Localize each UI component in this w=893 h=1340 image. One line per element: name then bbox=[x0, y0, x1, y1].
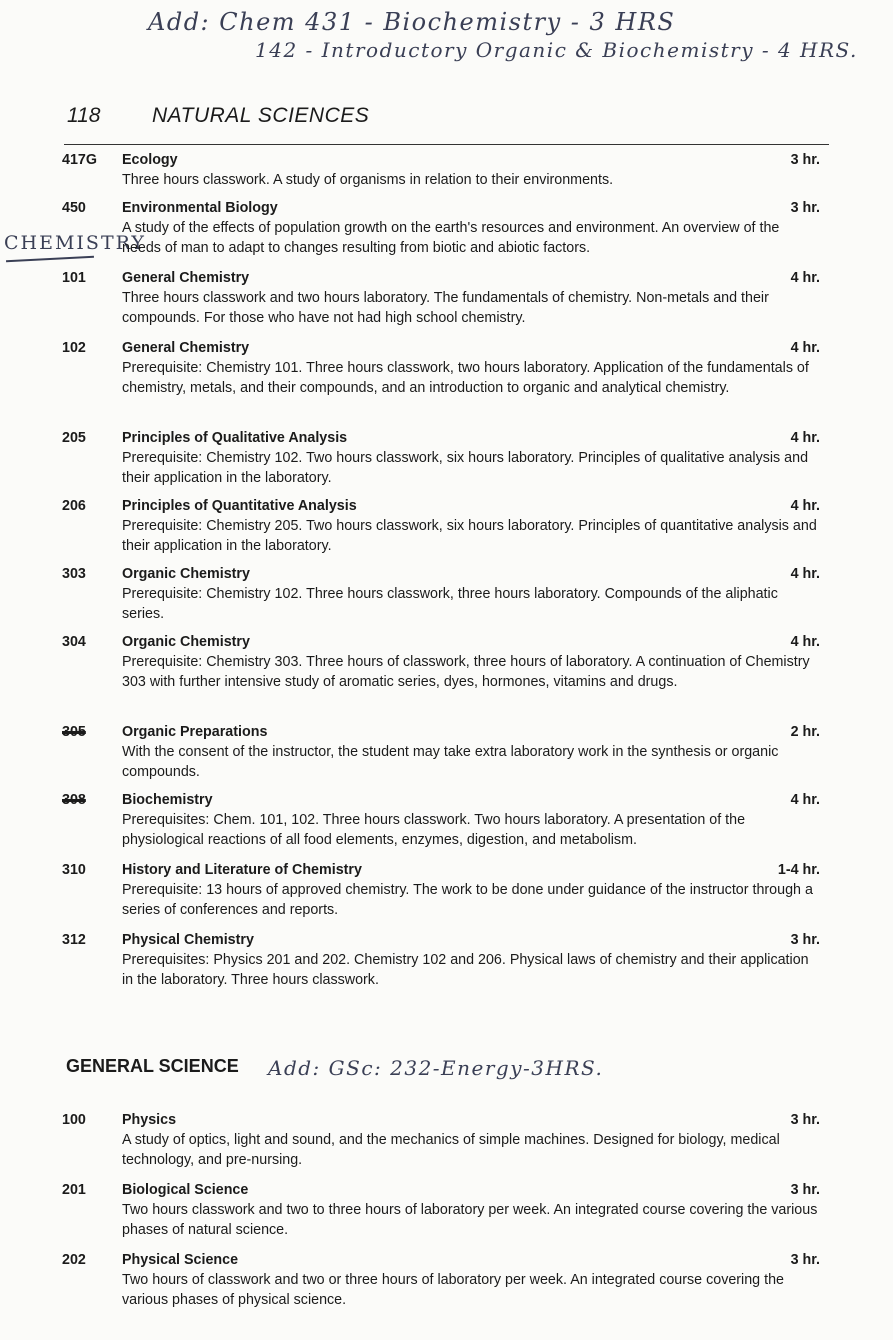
running-head: NATURAL SCIENCES bbox=[152, 104, 370, 127]
course-description: Prerequisite: Chemistry 205. Two hours classwork, six hours laboratory. Principles of quantitative analysis and their application in the laboratory. bbox=[122, 518, 817, 554]
course-hours: 3 hr. bbox=[790, 1112, 820, 1128]
course-hours: 3 hr. bbox=[790, 200, 820, 216]
course-number: 303 bbox=[62, 566, 86, 582]
course-title: General Chemistry bbox=[122, 270, 250, 286]
course-hours: 3 hr. bbox=[790, 152, 820, 168]
course-entry bbox=[62, 564, 820, 624]
course-hours: 4 hr. bbox=[790, 340, 820, 356]
course-hours: 3 hr. bbox=[790, 1182, 820, 1198]
course-entry bbox=[62, 428, 820, 488]
course-number: 101 bbox=[62, 270, 86, 286]
course-hours: 2 hr. bbox=[790, 724, 820, 740]
course-title: Organic Preparations bbox=[122, 724, 268, 740]
handwritten-note-chem-142: 142 - Introductory Organic & Biochemistry - 4 HRS. bbox=[255, 38, 858, 62]
course-entry bbox=[62, 198, 820, 258]
course-title: Biochemistry bbox=[122, 792, 213, 808]
course-title: Environmental Biology bbox=[122, 200, 278, 216]
handwritten-note-chem-431: Add: Chem 431 - Biochemistry - 3 HRS bbox=[148, 8, 676, 36]
course-hours: 4 hr. bbox=[790, 498, 820, 514]
course-number: 312 bbox=[62, 932, 86, 948]
course-description: Two hours classwork and two to three hours of laboratory per week. An integrated course covering the various phases of natural science. bbox=[122, 1202, 818, 1238]
course-description: A study of the effects of population growth on the earth's resources and environment. An overview of the needs of man to adapt to changes resulting from biotic and abiotic factors. bbox=[122, 220, 780, 256]
course-number: 102 bbox=[62, 340, 86, 356]
course-number: 202 bbox=[62, 1252, 86, 1268]
course-number: 304 bbox=[62, 634, 86, 650]
course-description: Three hours classwork and two hours laboratory. The fundamentals of chemistry. Non-metals and their compounds. For those who have not had high school chemistry. bbox=[122, 290, 769, 326]
handwritten-note-gsc-232: Add: GSc: 232-Energy-3HRS. bbox=[268, 1056, 604, 1080]
course-description: Prerequisite: Chemistry 102. Three hours classwork, three hours laboratory. Compounds of the aliphatic series. bbox=[122, 586, 778, 622]
course-number: 450 bbox=[62, 200, 86, 216]
course-number: 417G bbox=[62, 152, 97, 168]
margin-note-chemistry: CHEMISTRY bbox=[4, 232, 146, 254]
course-description: Prerequisite: 13 hours of approved chemistry. The work to be done under guidance of the instructor through a series of conferences and reports. bbox=[122, 882, 813, 918]
course-hours: 1-4 hr. bbox=[777, 862, 820, 878]
course-description: Two hours of classwork and two or three hours of laboratory per week. An integrated course covering the various phases of physical science. bbox=[122, 1272, 784, 1308]
course-hours: 4 hr. bbox=[790, 792, 820, 808]
course-number: 206 bbox=[62, 498, 86, 514]
course-description: Three hours classwork. A study of organisms in relation to their environments. bbox=[122, 172, 614, 188]
course-hours: 4 hr. bbox=[790, 566, 820, 582]
course-description: Prerequisites: Chem. 101, 102. Three hours classwork. Two hours laboratory. A presentation of the physiological reactions of all food elements, enzymes, digestion, and metabolism. bbox=[122, 812, 746, 848]
course-title: Organic Chemistry bbox=[122, 634, 250, 650]
course-description: With the consent of the instructor, the student may take extra laboratory work in the synthesis or organic compounds. bbox=[122, 744, 779, 780]
course-hours: 3 hr. bbox=[790, 1252, 820, 1268]
course-entry bbox=[62, 930, 820, 990]
course-hours: 4 hr. bbox=[790, 634, 820, 650]
course-entry bbox=[62, 860, 820, 920]
course-number: 305 bbox=[62, 724, 86, 740]
course-number: 308 bbox=[62, 792, 86, 808]
course-title: Organic Chemistry bbox=[122, 566, 250, 582]
course-description: Prerequisite: Chemistry 101. Three hours classwork, two hours laboratory. Application of the fundamentals of chemistry, metals, and their compounds, and an introduction to organic and analytical chemistry. bbox=[122, 360, 809, 396]
course-title: Physics bbox=[122, 1112, 177, 1128]
course-number: 205 bbox=[62, 430, 86, 446]
page-number: 118 bbox=[67, 104, 101, 127]
course-title: Principles of Qualitative Analysis bbox=[122, 430, 348, 446]
course-entry bbox=[62, 496, 820, 556]
course-entry bbox=[62, 268, 820, 328]
course-title: General Chemistry bbox=[122, 340, 250, 356]
course-entry bbox=[62, 1180, 820, 1240]
course-description: Prerequisite: Chemistry 303. Three hours of classwork, three hours of laboratory. A continuation of Chemistry 303 with further intensive study of aromatic series, dyes, hormones, vitamins and drugs. bbox=[122, 654, 810, 690]
course-hours: 4 hr. bbox=[790, 430, 820, 446]
course-description: Prerequisite: Chemistry 102. Two hours classwork, six hours laboratory. Principles of qualitative analysis and their application in the laboratory. bbox=[122, 450, 809, 486]
course-title: Ecology bbox=[122, 152, 178, 168]
course-entry-struck bbox=[62, 722, 820, 782]
course-number: 310 bbox=[62, 862, 86, 878]
course-entry-struck bbox=[62, 790, 820, 850]
course-title: History and Literature of Chemistry bbox=[122, 862, 362, 878]
course-hours: 4 hr. bbox=[790, 270, 820, 286]
course-title: Physical Science bbox=[122, 1252, 239, 1268]
course-entry bbox=[62, 1250, 820, 1310]
course-description: Prerequisites: Physics 201 and 202. Chemistry 102 and 206. Physical laws of chemistry and their application in the laboratory. Three hours classwork. bbox=[122, 952, 809, 988]
course-description: A study of optics, light and sound, and the mechanics of simple machines. Designed for biology, medical technology, and pre-nursing. bbox=[122, 1132, 780, 1168]
section-heading-general-science: GENERAL SCIENCE bbox=[66, 1056, 239, 1076]
course-title: Biological Science bbox=[122, 1182, 249, 1198]
course-entry bbox=[62, 1110, 820, 1170]
course-number: 100 bbox=[62, 1112, 86, 1128]
course-entry bbox=[62, 632, 820, 692]
course-title: Physical Chemistry bbox=[122, 932, 254, 948]
course-title: Principles of Quantitative Analysis bbox=[122, 498, 357, 514]
course-hours: 3 hr. bbox=[790, 932, 820, 948]
header-rule bbox=[64, 144, 829, 145]
course-number: 201 bbox=[62, 1182, 86, 1198]
course-entry bbox=[62, 338, 820, 398]
course-entry bbox=[62, 150, 820, 190]
